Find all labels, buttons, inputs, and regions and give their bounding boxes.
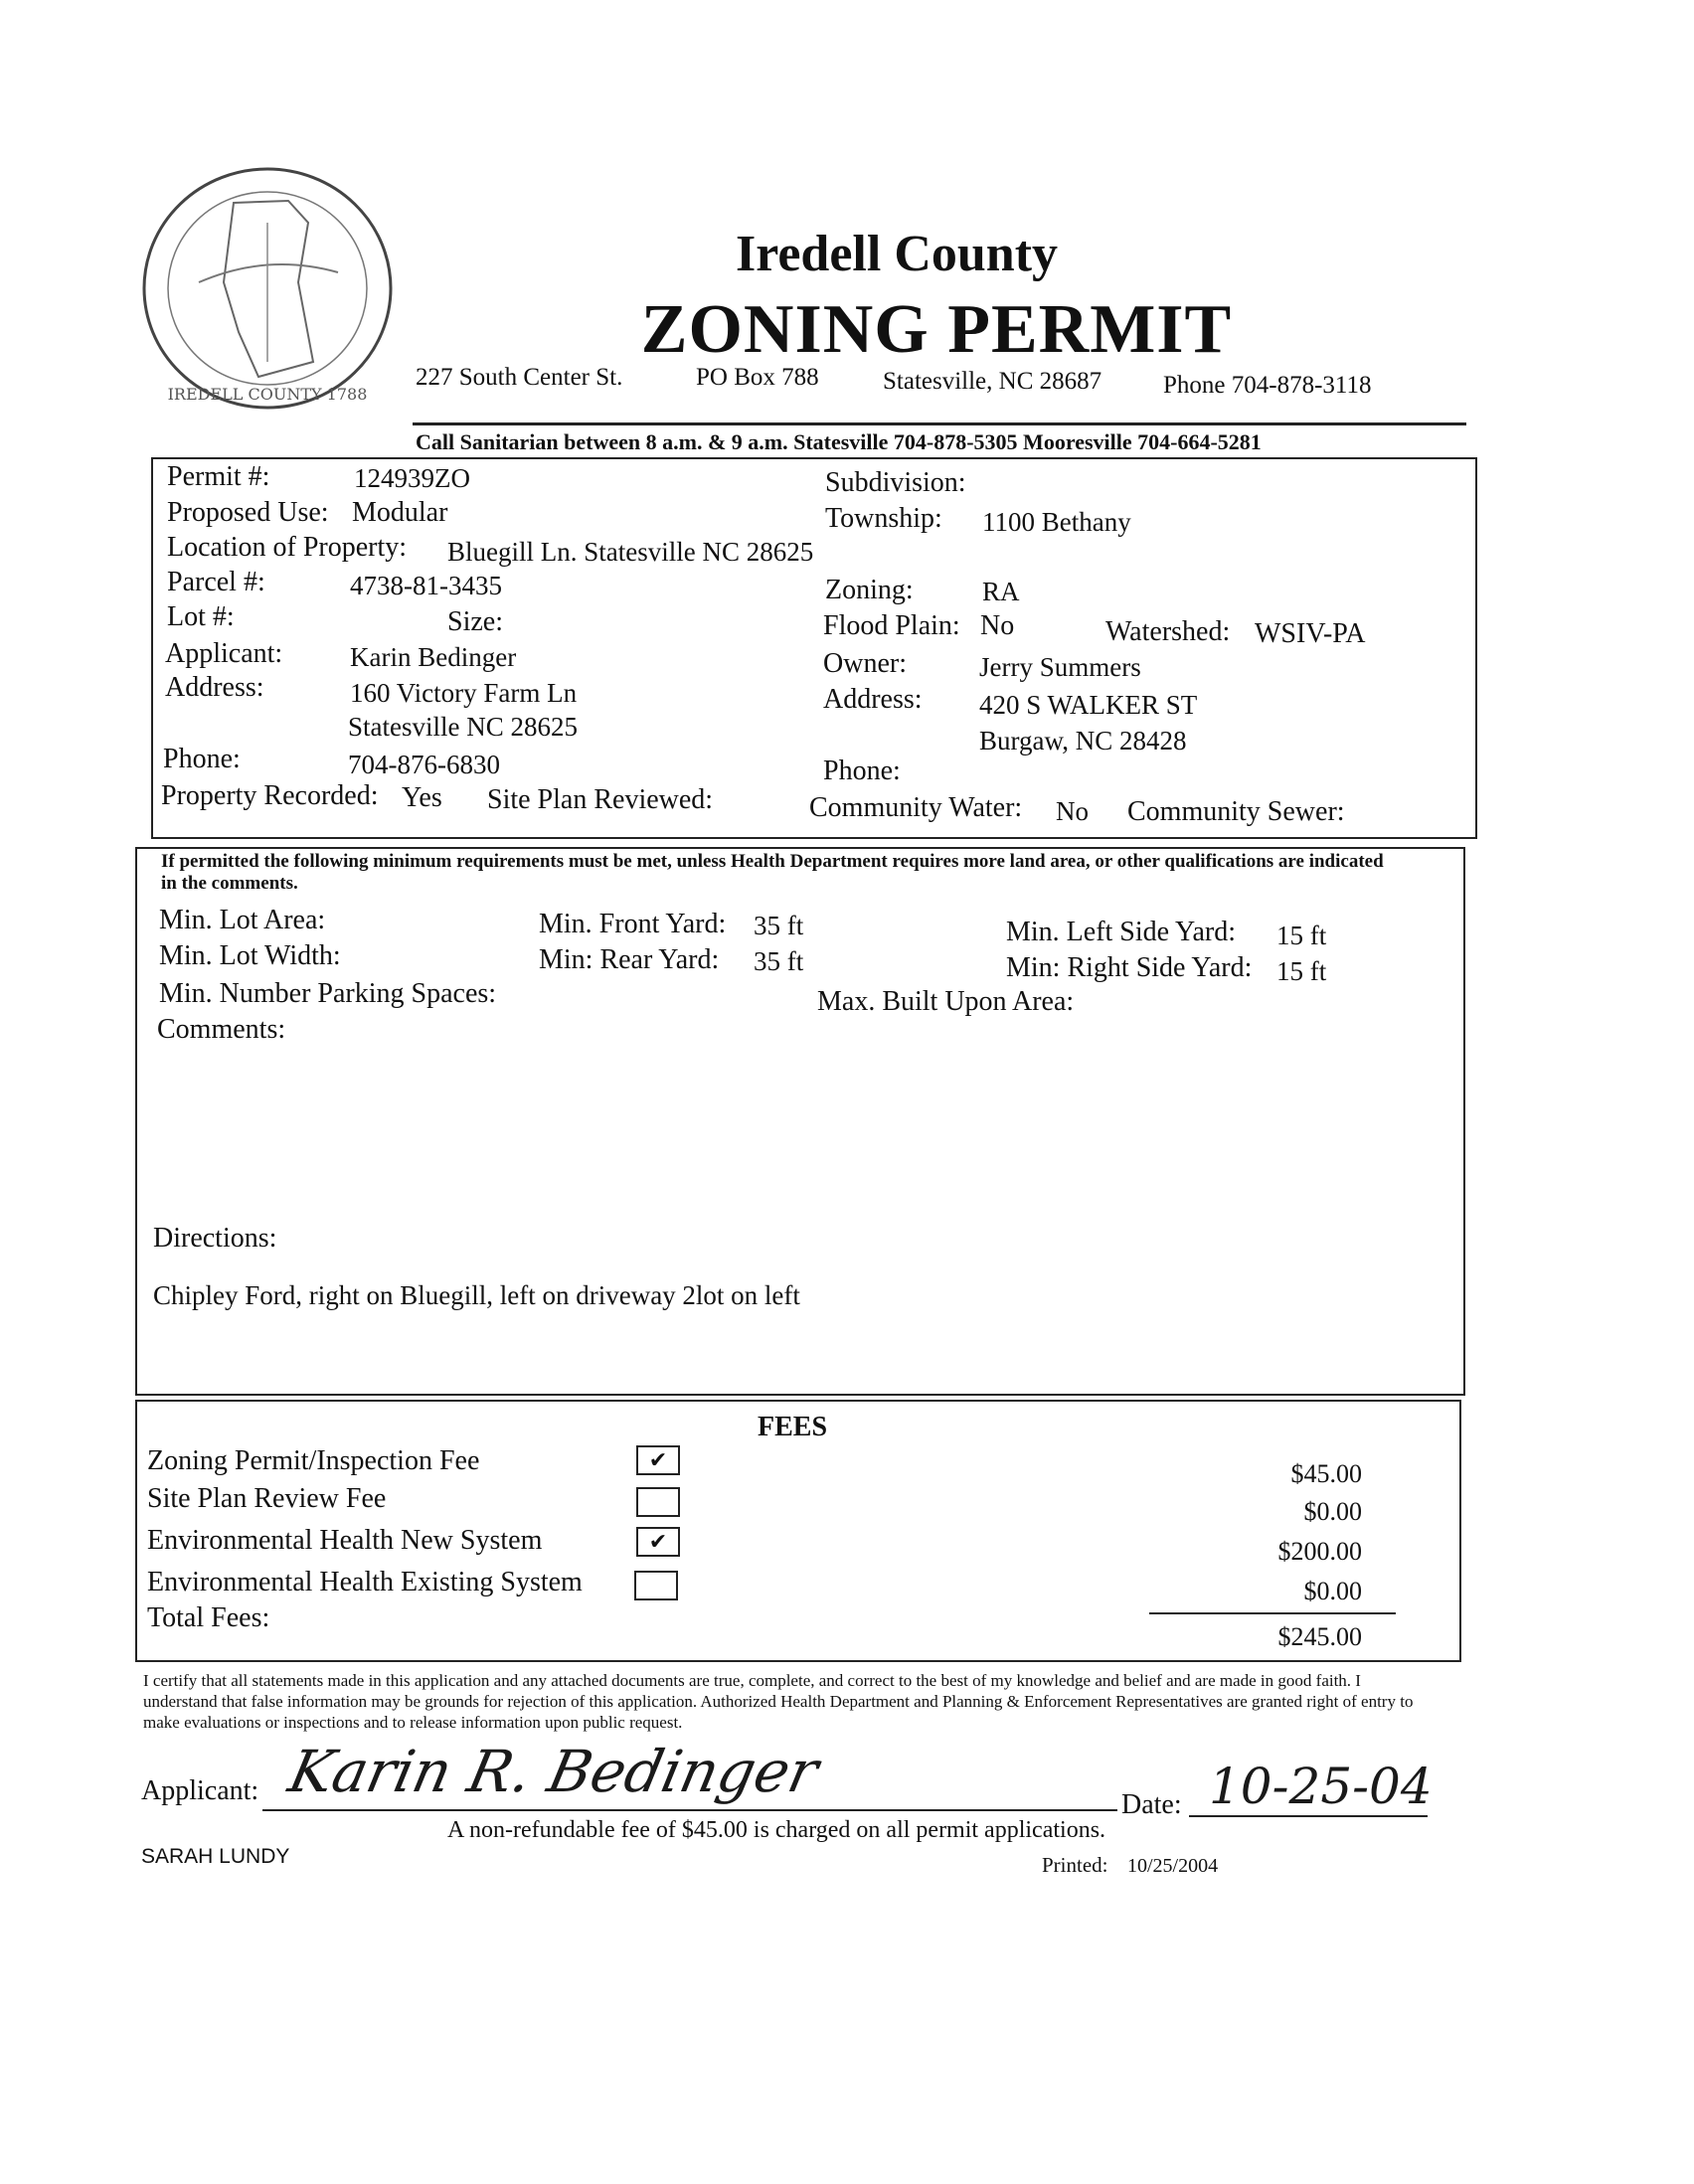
applicant-phone-label: Phone: [163,744,241,774]
printed-label: Printed: [1042,1853,1108,1877]
size-label: Size: [447,606,503,637]
flood-plain-label: Flood Plain: [823,610,960,641]
min-left-side-value: 15 ft [1276,921,1327,950]
fee-checkbox-env-existing[interactable] [634,1571,678,1600]
min-right-side-value: 15 ft [1276,956,1327,986]
page-title: ZONING PERMIT [640,291,1233,368]
fee-notice: A non-refundable fee of $45.00 is charged on all permit applications. [447,1817,1106,1843]
property-recorded-label: Property Recorded: [161,780,379,811]
applicant-label: Applicant: [165,638,283,669]
directions-label: Directions: [153,1223,277,1254]
total-fees-value: $245.00 [1277,1622,1362,1651]
fee-checkbox-site-plan[interactable] [636,1487,680,1517]
po-box: PO Box 788 [696,364,819,391]
parcel-value: 4738-81-3435 [350,571,502,600]
min-front-yard-label: Min. Front Yard: [539,909,727,939]
fee-label-env-existing: Environmental Health Existing System [147,1567,583,1597]
community-water-value: No [1056,796,1089,826]
date-handwritten: 10-25-04 [1209,1758,1433,1815]
applicant-phone-value: 704-876-6830 [348,750,500,779]
fee-amount-zoning: $45.00 [1290,1459,1362,1488]
certification-text: I certify that all statements made in this application and any attached documents are true, complete, and correct to the best of my knowledge and belief and are made in good faith. I understand that false information may be grounds for rejection of this application. Authorized Health Department and Planning & Enforcement Representatives are granted right of entry to make evaluations or inspections and to release information upon public request. [143,1671,1414,1732]
proposed-use-value: Modular [352,497,448,528]
proposed-use-label: Proposed Use: [167,497,329,528]
min-lot-width-label: Min. Lot Width: [159,940,341,971]
office-phone: Phone 704-878-3118 [1163,372,1372,399]
flood-plain-value: No [980,610,1015,641]
zoning-label: Zoning: [825,575,914,605]
date-label: Date: [1121,1789,1182,1820]
applicant-signature: Karin R. Bedinger [282,1738,824,1805]
site-plan-reviewed-label: Site Plan Reviewed: [487,784,714,815]
directions-value: Chipley Ford, right on Bluegill, left on driveway 2lot on left [153,1280,800,1310]
owner-address-line1: 420 S WALKER ST [979,690,1198,720]
location-value: Bluegill Ln. Statesville NC 28625 [447,537,814,567]
owner-phone-label: Phone: [823,756,901,786]
fee-label-zoning: Zoning Permit/Inspection Fee [147,1445,480,1476]
township-label: Township: [825,503,942,534]
fee-checkbox-env-new[interactable] [636,1527,680,1557]
fee-label-site-plan: Site Plan Review Fee [147,1483,387,1514]
city-address: Statesville, NC 28687 [883,368,1102,395]
subdivision-label: Subdivision: [825,467,966,498]
owner-label: Owner: [823,648,907,679]
fee-amount-site-plan: $0.00 [1303,1497,1362,1526]
seal-text: IREDELL COUNTY 1788 [167,385,368,404]
min-right-side-label: Min: Right Side Yard: [1006,952,1253,983]
min-front-yard-value: 35 ft [754,911,804,940]
fee-amount-env-new: $200.00 [1277,1537,1362,1566]
min-rear-yard-value: 35 ft [754,946,804,976]
watershed-value: WSIV-PA [1255,618,1366,649]
fees-heading: FEES [758,1412,828,1442]
max-built-area-label: Max. Built Upon Area: [817,986,1075,1017]
printed-date: 10/25/2004 [1127,1855,1219,1877]
property-recorded-value: Yes [402,782,442,813]
fee-label-env-new: Environmental Health New System [147,1525,543,1556]
checkmark-icon: ✔ [648,1529,668,1554]
owner-address-label: Address: [823,684,923,715]
township-value: 1100 Bethany [982,507,1131,537]
county-seal [139,163,396,414]
permit-number-label: Permit #: [167,461,270,492]
requirements-notice: If permitted the following minimum requirements must be met, unless Health Department requires more land area, or other qualifications are indicated in the comments. [161,851,1384,894]
min-parking-label: Min. Number Parking Spaces: [159,978,497,1009]
applicant-value: Karin Bedinger [350,642,517,672]
street-address: 227 South Center St. [416,364,623,391]
header-divider [413,422,1466,425]
applicant-signature-label: Applicant: [141,1775,259,1806]
community-sewer-label: Community Sewer: [1127,796,1345,827]
community-water-label: Community Water: [809,792,1023,823]
owner-address-line2: Burgaw, NC 28428 [979,726,1187,756]
parcel-label: Parcel #: [167,567,265,597]
fee-checkbox-zoning[interactable] [636,1445,680,1475]
zoning-value: RA [982,577,1020,606]
min-lot-area-label: Min. Lot Area: [159,905,326,935]
applicant-address-line1: 160 Victory Farm Ln [350,678,578,708]
total-fees-label: Total Fees: [147,1602,270,1633]
watershed-label: Watershed: [1105,616,1231,647]
comments-label: Comments: [157,1014,286,1045]
total-divider [1149,1612,1396,1614]
permit-number-value: 124939ZO [354,463,470,493]
location-label: Location of Property: [167,532,408,563]
checkmark-icon: ✔ [648,1447,668,1472]
county-name: Iredell County [735,226,1059,282]
min-rear-yard-label: Min: Rear Yard: [539,944,720,975]
lot-label: Lot #: [167,601,235,632]
sanitarian-notice: Call Sanitarian between 8 a.m. & 9 a.m. Statesville 704-878-5305 Mooresville 704-664-5281 [416,429,1262,454]
owner-value: Jerry Summers [979,652,1141,682]
clerk-name: SARAH LUNDY [141,1845,290,1868]
signature-line [262,1809,1117,1811]
fee-amount-env-existing: $0.00 [1303,1577,1362,1605]
min-left-side-label: Min. Left Side Yard: [1006,917,1236,947]
applicant-address-label: Address: [165,672,264,703]
date-line [1189,1815,1428,1817]
applicant-address-line2: Statesville NC 28625 [348,712,578,742]
